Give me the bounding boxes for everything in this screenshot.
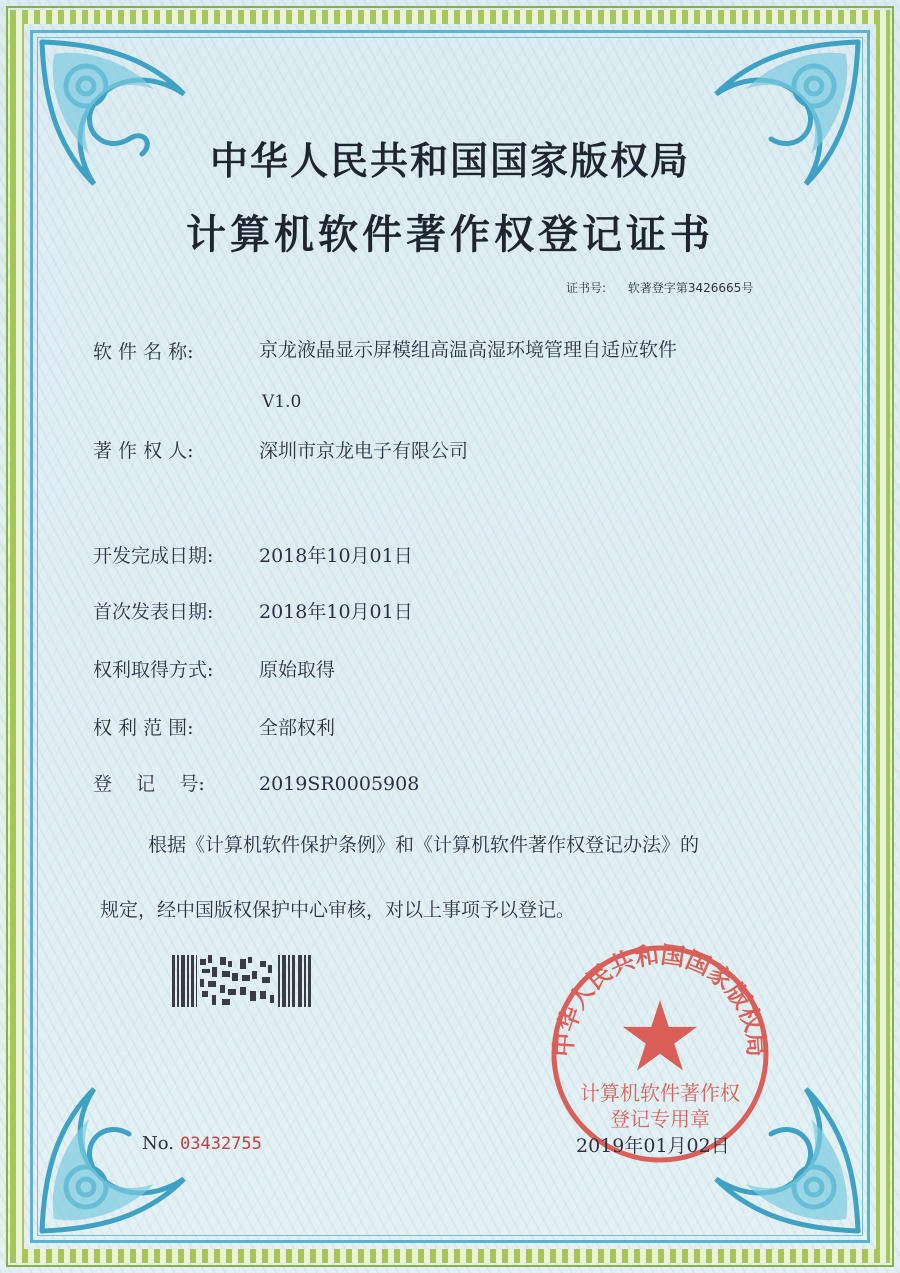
- field-registration-no: [93, 769, 419, 796]
- field-label: 权 利 范 围:: [93, 717, 194, 739]
- field-copyright-owner: [93, 436, 468, 463]
- certificate-title: 计算机软件著作权登记证书: [186, 211, 714, 258]
- seal-inner-line-1: 计算机软件著作权: [580, 1083, 740, 1105]
- certificate-number-value: 软著登字第3426665号: [627, 281, 754, 295]
- issue-date: 2019年01月02日: [576, 1135, 730, 1157]
- serial-number-label: No.: [142, 1133, 174, 1154]
- field-value: 全部权利: [259, 717, 336, 739]
- certificate-number-label: 证书号:: [566, 281, 607, 295]
- field-value: 深圳市京龙电子有限公司: [259, 440, 469, 462]
- serial-number: [142, 1133, 262, 1154]
- field-label: 首次发表日期:: [93, 601, 214, 623]
- barcode-icon: [172, 955, 312, 1007]
- corner-ornament-icon: [34, 34, 224, 224]
- serial-number-value: 03432755: [180, 1134, 262, 1154]
- statement-line-2: 规定，经中国版权保护中心审核，对以上事项予以登记。: [100, 899, 576, 921]
- field-value: 2019SR0005908: [259, 773, 420, 795]
- field-label: 登 记 号:: [93, 773, 205, 795]
- seal-outer-textpath: 中华人民共和国国家版权局: [551, 942, 769, 1058]
- field-label: 软 件 名 称:: [93, 341, 194, 363]
- field-value: 2018年10月01日: [259, 601, 413, 623]
- certificate-number: [566, 279, 753, 296]
- field-software-name: [93, 337, 779, 364]
- seal-inner-line-2: 登记专用章: [610, 1109, 710, 1131]
- software-version: V1.0: [262, 392, 302, 412]
- field-rights-scope: [93, 713, 335, 740]
- field-value: 京龙液晶显示屏模组高温高湿环境管理自适应软件: [259, 339, 678, 361]
- field-acquisition-method: [93, 655, 335, 682]
- field-label: 权利取得方式:: [93, 659, 214, 681]
- statement-line-1: 根据《计算机软件保护条例》和《计算机软件著作权登记办法》的: [148, 834, 700, 856]
- seal-star-icon: [623, 1000, 697, 1071]
- field-dev-completion-date: [93, 541, 413, 568]
- field-first-publication-date: [93, 597, 413, 624]
- field-label: 开发完成日期:: [93, 545, 214, 567]
- field-value: 原始取得: [259, 659, 336, 681]
- field-label: 著 作 权 人:: [93, 440, 194, 462]
- corner-ornament-icon: [676, 34, 866, 224]
- issuer-title: 中华人民共和国国家版权局: [209, 138, 690, 183]
- field-value: 2018年10月01日: [259, 545, 413, 567]
